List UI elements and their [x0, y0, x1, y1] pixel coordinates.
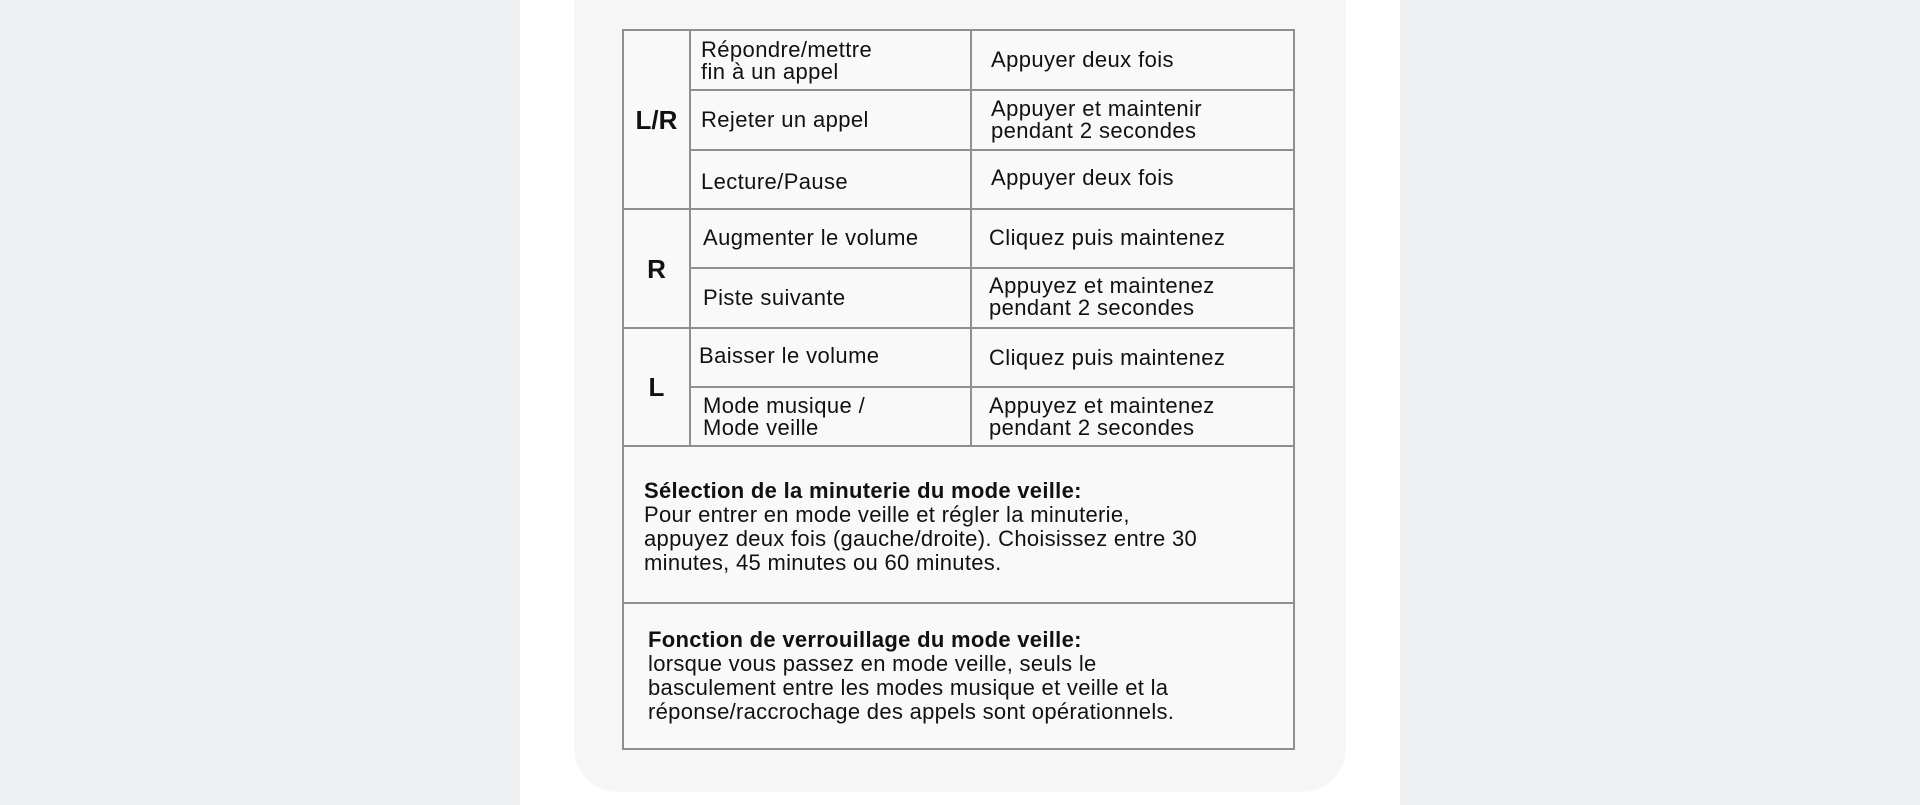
gesture-cell: Appuyer et maintenir pendant 2 secondes — [991, 96, 1202, 143]
row-divider — [689, 386, 1293, 388]
button-label-lr: L/R — [635, 104, 678, 135]
column-divider — [970, 31, 972, 447]
action-cell: Rejeter un appel — [701, 107, 869, 132]
gesture-cell: Cliquez puis maintenez — [989, 345, 1226, 370]
action-cell: Baisser le volume — [699, 343, 880, 368]
column-divider — [689, 31, 691, 447]
action-cell: Répondre/mettre fin à un appel — [701, 37, 873, 84]
button-label-l: L — [648, 372, 665, 402]
note-title: Fonction de verrouillage du mode veille: — [648, 627, 1082, 652]
sleep-timer-note — [644, 479, 1284, 575]
controls-table — [622, 29, 1295, 750]
gesture-cell: Appuyer deux fois — [991, 47, 1174, 72]
gesture-cell: Appuyez et maintenez pendant 2 secondes — [989, 393, 1215, 440]
gesture-cell: Appuyez et maintenez pendant 2 secondes — [989, 273, 1215, 320]
gesture-cell: Cliquez puis maintenez — [989, 225, 1226, 250]
action-cell: Lecture/Pause — [701, 169, 849, 194]
row-divider — [689, 267, 1293, 269]
note-text: lorsque vous passez en mode veille, seuls le basculement entre les modes musique et veille et la réponse/raccrochage des appels sont opérationnels. — [648, 651, 1175, 724]
button-label-r: R — [647, 253, 666, 284]
action-cell: Augmenter le volume — [703, 225, 919, 250]
row-divider — [689, 89, 1293, 91]
notes-divider — [624, 445, 1293, 447]
sleep-lock-note — [648, 628, 1288, 724]
notes-divider — [624, 602, 1293, 604]
gesture-cell: Appuyer deux fois — [991, 165, 1174, 190]
action-cell: Mode musique / Mode veille — [703, 393, 866, 440]
note-text: Pour entrer en mode veille et régler la minuterie, appuyez deux fois (gauche/droite). Choisissez entre 30 minutes, 45 minutes ou 60 minutes. — [644, 502, 1198, 575]
action-cell: Piste suivante — [703, 285, 846, 310]
note-title: Sélection de la minuterie du mode veille: — [644, 478, 1082, 503]
